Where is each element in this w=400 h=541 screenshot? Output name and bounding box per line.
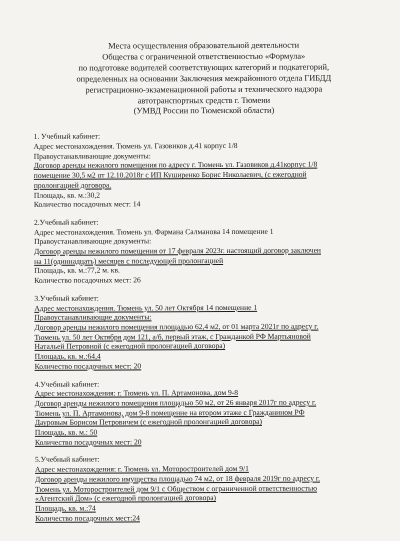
address-line: Адрес местонахождения: г. Тюмень ул. П. Артамонова, дом 9-8 [34,388,239,399]
contract-line: Дауровым Борисом Петровичем (с ежегодной пролонгацией договора) [34,417,262,428]
documents-label: Правоустанавливающие документы: [34,312,152,323]
documents-label: Правоустанавливающие документы: [33,151,151,161]
contract-line: Договор аренды нежилого помещения от 17 февраля 2023г. настоящий договор заключен [34,245,321,256]
section-title: 4.Учебный кабинет: [34,379,100,389]
classroom-section-3 [34,292,387,371]
contract-line: Договор аренды нежилого помещения по адресу г. Тюмень ул. Газовиков д.41корпус 1/8 [33,160,318,171]
seats-line: Количество посадочных мест: 20 [34,361,142,371]
area-line: Площадь, кв. м.:77,2 м. кв. [34,265,120,276]
classroom-section-2 [34,216,387,285]
classroom-section-4 [35,378,388,447]
address-line: Адрес местонахождения: г. Тюмень ул. Моторостроителей дом 9/1 [35,464,249,474]
address-line: Адрес местонахождения. Тюмень ул. 50 лет Октября 14 помещение 1 [34,302,258,313]
header-line: автотранспортных средств г. Тюмени [137,95,271,105]
contract-line: Договор аренды нежилого помещения площадью 62,4 м2, от 01 марта 2021г по адресу г. [34,321,319,332]
header-line: определенных на основании Заключения межрайонного отдела ГИБДД [76,73,332,84]
seats-line: Количество посадочных мест: 14 [33,199,141,210]
contract-line: Договор аренды нежилого помещения площадью 50 м2, от 26 января 2017г по адресу г. [34,397,317,408]
documents-label: Правоустанавливающие документы: [34,236,152,247]
header-line: регистрационно-экзаменационной работы и технического надзора [85,84,323,95]
section-title: 3.Учебный кабинет: [34,293,99,303]
contract-line: Договор аренды нежилого имущества площадью 74 м2, от 18 февраля 2019г по адресу г. [35,473,321,484]
seats-line: Количество посадочных мест:24 [35,513,140,523]
area-line: Площадь, кв. м.: 50 [34,427,98,437]
area-line: Площадь, кв. м.:64,4 [34,351,101,361]
header-line: Общества с ограниченной ответственностью «Формула» [102,51,306,62]
seats-line: Количество посадочных мест: 26 [34,275,141,286]
address-line: Адрес местонахождения. Тюмень ул. Газовиков д.41 корпус 1/8 [33,141,238,151]
document-header [33,40,386,118]
section-title: 2.Учебный кабинет: [33,217,99,227]
contract-line: Тюмень ул. Моторостроителей дом 9/1 с Обществом с ограниченной ответственностью [35,483,318,494]
contract-line: помещение 30,5 м2 от 12.10.2018г с ИП Куширенко Борис Николаевич, (с ежегодной [33,169,307,181]
header-line: по подготовке водителей соответствующих категорий и подкатегорий, [78,62,330,73]
area-line: Площадь, кв. м.:30,2 [33,190,101,200]
contract-line: Тюмень ул. П. Артамонова, дом 9-8 помещение на втором этаже с Гражданином РФ [34,407,305,418]
contract-line: на 11(одиннадцать) месяцев с последующей пролонгацией [34,255,224,266]
contract-line: Натальей Петровной (с ежегодной пролонгацией договора) [34,341,226,352]
header-line: Места осуществления образовательной деятельности [108,40,300,51]
classroom-section-5 [35,454,388,523]
address-line: Адрес местонахождения. Тюмень ул. Фармана Салманова 14 помещение 1 [33,226,274,237]
section-title: 1. Учебный кабинет: [33,131,101,142]
classroom-section-1 [34,131,387,210]
contract-line: «Агентский Дом» (с ежегодной пролонгацией договора) [35,493,217,504]
contract-line: Тюмень ул. 50 лет Октября дом 121, а/б, первый этаж, с Гражданкой РФ Мартьяновой [34,331,311,342]
section-title: 5.Учебный кабинет: [34,455,100,465]
header-line: (УМВД России по Тюменской области) [133,106,275,116]
area-line: Площадь, кв. м.:74 [35,503,96,513]
contract-line: пролонгацией договора. [33,180,112,190]
seats-line: Количество посадочных мест: 20 [34,437,142,447]
